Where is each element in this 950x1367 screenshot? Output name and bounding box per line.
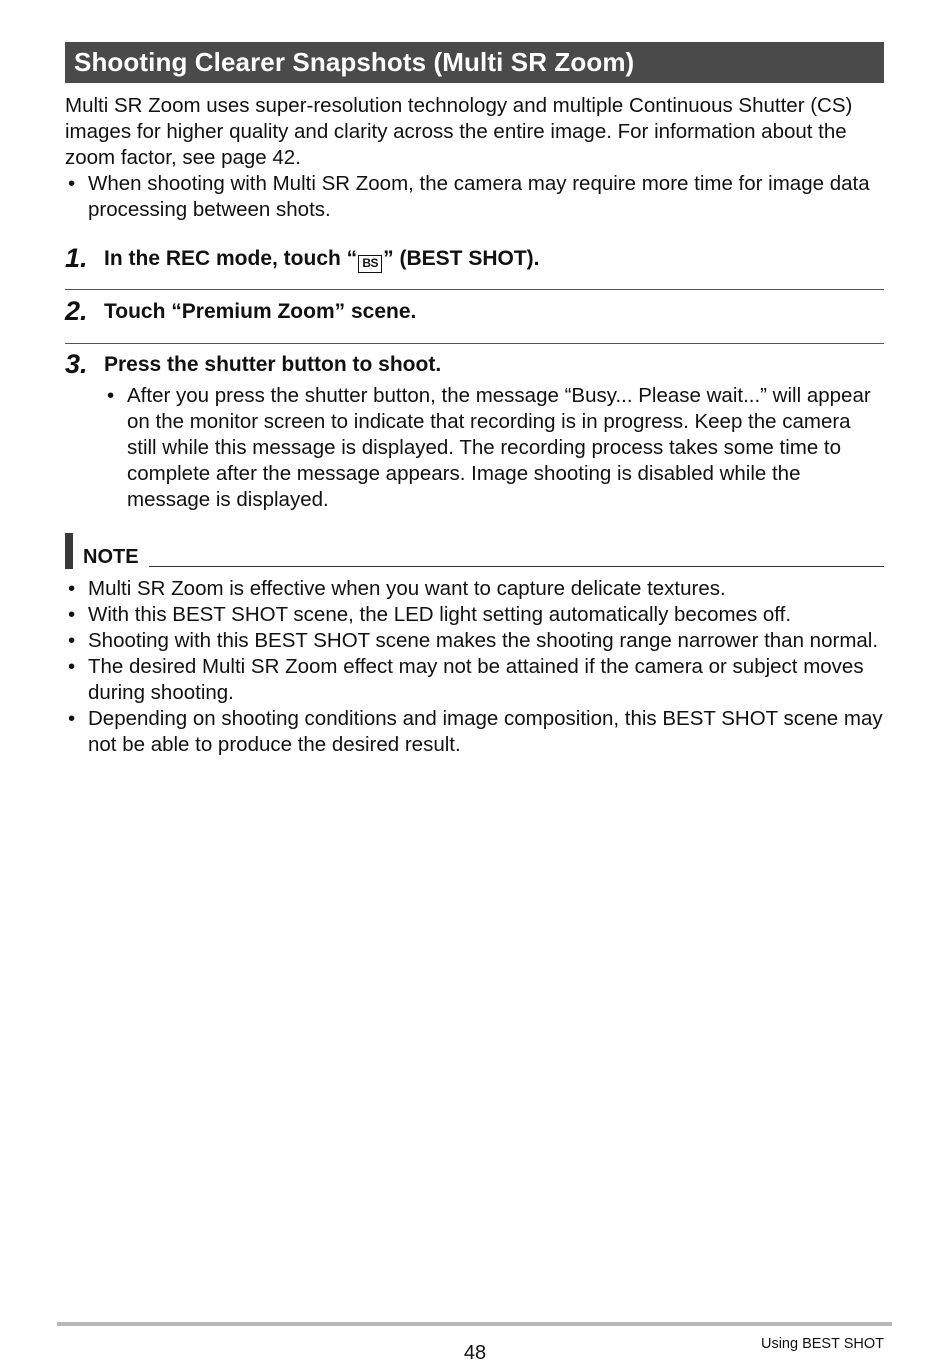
step-1	[65, 243, 884, 273]
step-3	[65, 349, 884, 379]
step-divider	[65, 343, 884, 344]
step-text-before: In the REC mode, touch “	[104, 247, 358, 270]
page-number: 48	[463, 1342, 487, 1364]
step-text-after: ” (BEST SHOT).	[383, 247, 540, 270]
best-shot-icon: BS	[358, 255, 382, 273]
list-item: • Shooting with this BEST SHOT scene makes the shooting range narrower than normal.	[65, 628, 884, 654]
note-marker	[65, 533, 73, 569]
list-item: • Depending on shooting conditions and image composition, this BEST SHOT scene may not be able to produce the desired result.	[65, 706, 884, 758]
footer-section-label: Using BEST SHOT	[760, 1336, 884, 1352]
note-label: NOTE	[83, 546, 139, 568]
intro-paragraph: Multi SR Zoom uses super-resolution technology and multiple Continuous Shutter (CS) images for higher quality and clarity across the entire image. For information about the zoom factor, see page 42.	[65, 94, 853, 169]
step-number: 2.	[65, 296, 88, 326]
list-item: • With this BEST SHOT scene, the LED light setting automatically becomes off.	[65, 602, 884, 628]
list-item: • After you press the shutter button, the message “Busy... Please wait...” will appear on the monitor screen to indicate that recording is in progress. Keep the camera still while this message is displayed. The recording process takes some time to complete after the message appears. Image shooting is disabled while the message is displayed.	[104, 383, 884, 513]
step-3-bullet-list	[104, 383, 884, 513]
list-item: • When shooting with Multi SR Zoom, the camera may require more time for image data processing between shots.	[65, 171, 884, 223]
intro-bullet-list	[65, 171, 884, 223]
note-rule	[149, 566, 884, 567]
step-text	[104, 245, 540, 273]
note-bullet-list	[65, 576, 884, 758]
step-text: Press the shutter button to shoot.	[104, 353, 442, 376]
section-title: Shooting Clearer Snapshots (Multi SR Zoom)	[65, 42, 884, 83]
list-item: • The desired Multi SR Zoom effect may not be attained if the camera or subject moves during shooting.	[65, 654, 884, 706]
step-divider	[65, 289, 884, 290]
step-2	[65, 296, 884, 326]
footer-divider	[57, 1322, 892, 1326]
step-text: Touch “Premium Zoom” scene.	[104, 300, 417, 323]
step-number: 1.	[65, 243, 88, 273]
note-heading	[65, 533, 884, 569]
step-number: 3.	[65, 349, 88, 379]
list-item: • Multi SR Zoom is effective when you want to capture delicate textures.	[65, 576, 884, 602]
